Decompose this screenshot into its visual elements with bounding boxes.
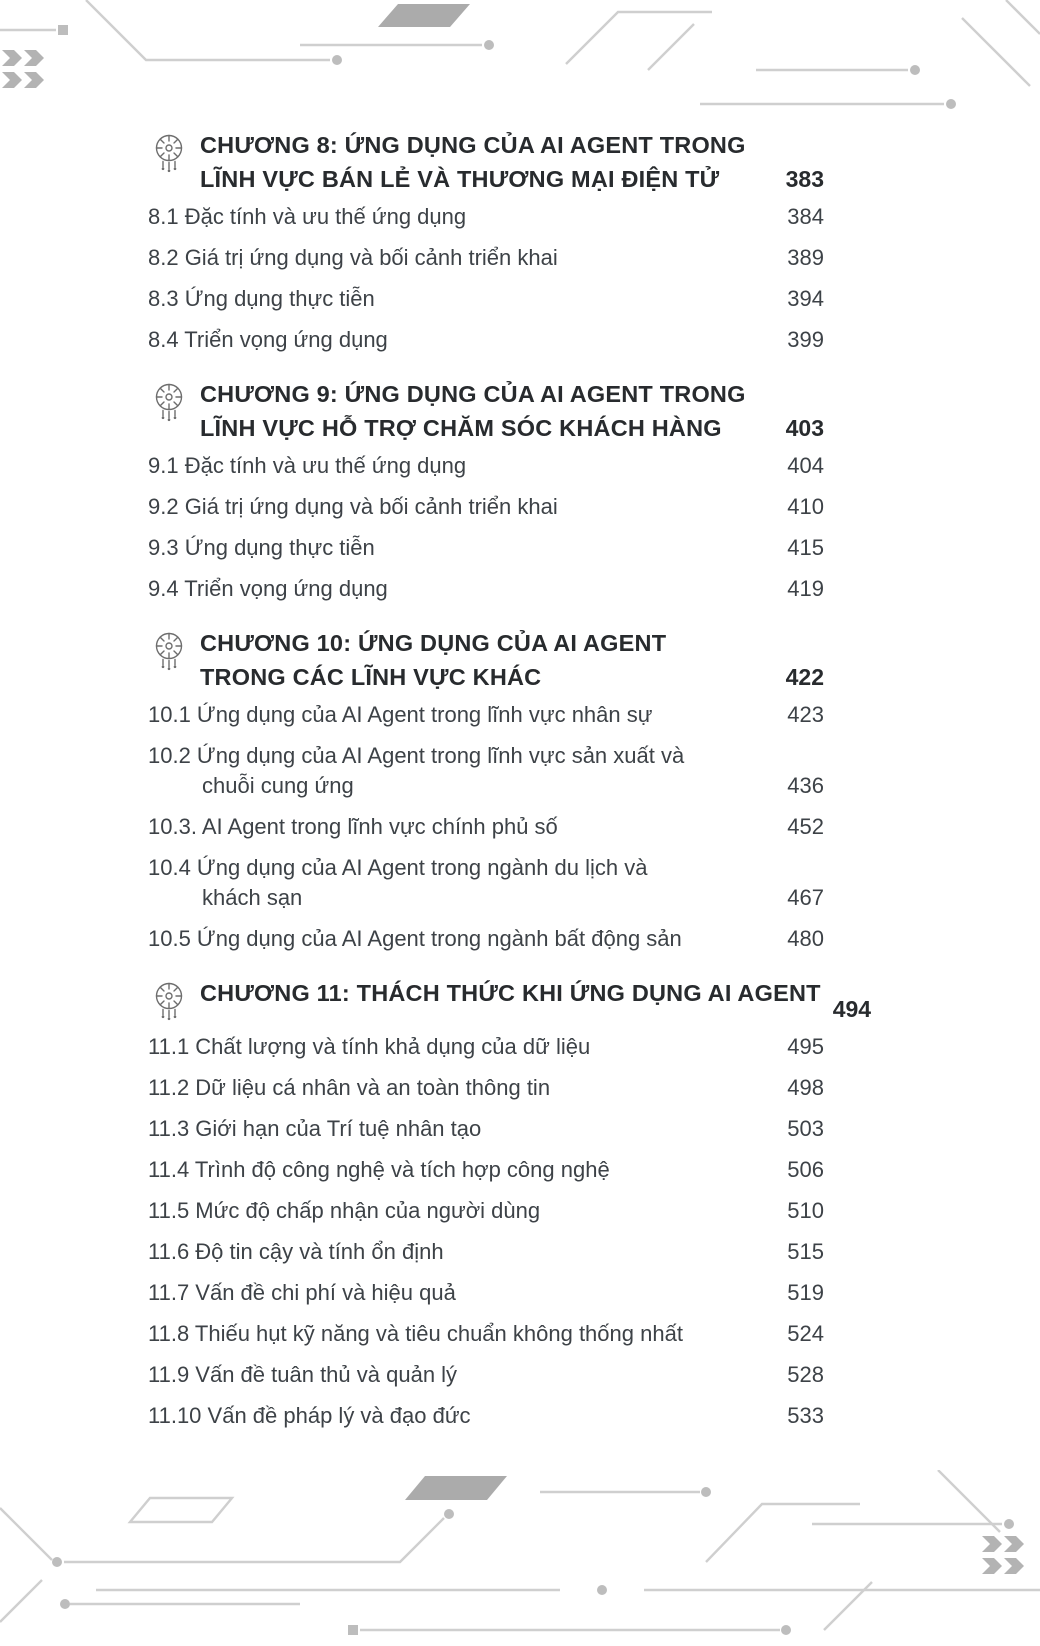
toc-entry	[148, 451, 824, 481]
entry-title	[148, 1319, 775, 1349]
entry-title	[148, 924, 775, 954]
toc-entry	[148, 853, 824, 913]
entry-title-line: 10.3. AI Agent trong lĩnh vực chính phủ số	[148, 814, 558, 839]
entry-title	[148, 1360, 775, 1390]
entry-title	[148, 1196, 775, 1226]
chapter-title-line: LĨNH VỰC HỖ TRỢ CHĂM SÓC KHÁCH HÀNG	[200, 415, 722, 441]
entry-page-number: 423	[787, 702, 824, 727]
entry-title	[148, 1237, 775, 1267]
entry-page-number: 404	[787, 453, 824, 478]
entry-title	[148, 741, 775, 801]
entry-title	[148, 574, 775, 604]
entry-title-line: 11.5 Mức độ chấp nhận của người dùng	[148, 1198, 541, 1223]
chapter-title-line: CHƯƠNG 9: ỨNG DỤNG CỦA AI AGENT TRONG	[200, 381, 746, 407]
entry-page-number: 498	[787, 1075, 824, 1100]
toc-entry	[148, 574, 824, 604]
toc-entry	[148, 1278, 824, 1308]
entry-title	[148, 533, 775, 563]
entry-title	[148, 243, 775, 273]
table-of-contents	[148, 128, 872, 1442]
toc-entry	[148, 741, 824, 801]
entry-title-line: 9.2 Giá trị ứng dụng và bối cảnh triển khai	[148, 494, 558, 519]
chapter-title	[200, 377, 774, 445]
entry-title	[148, 1155, 775, 1185]
circuit-decoration-top	[0, 0, 1040, 118]
entry-title-line: 11.10 Vấn đề pháp lý và đạo đức	[148, 1403, 471, 1428]
entry-title-line: 11.9 Vấn đề tuân thủ và quản lý	[148, 1362, 458, 1387]
brain-circuit-icon	[148, 627, 200, 694]
brain-circuit-icon	[148, 129, 200, 196]
entry-title-line: 11.2 Dữ liệu cá nhân và an toàn thông tin	[148, 1075, 551, 1100]
entry-title-line: 8.4 Triển vọng ứng dụng	[148, 327, 388, 352]
entry-title-line: 11.7 Vấn đề chi phí và hiệu quả	[148, 1280, 456, 1305]
entry-page-number: 515	[787, 1239, 824, 1264]
chapter-page-number: 403	[785, 415, 824, 441]
entry-title-line: 11.3 Giới hạn của Trí tuệ nhân tạo	[148, 1116, 482, 1141]
entry-title-line: 10.5 Ứng dụng của AI Agent trong ngành bất động sản	[148, 926, 682, 951]
chapter-title-line: TRONG CÁC LĨNH VỰC KHÁC	[200, 664, 542, 690]
entry-title-line: 10.2 Ứng dụng của AI Agent trong lĩnh vực sản xuất và	[148, 743, 685, 768]
chapter-title-line: CHƯƠNG 10: ỨNG DỤNG CỦA AI AGENT	[200, 630, 667, 656]
toc-entry	[148, 1155, 824, 1185]
entry-page-number: 419	[787, 576, 824, 601]
entry-title-line: 10.1 Ứng dụng của AI Agent trong lĩnh vực nhân sự	[148, 702, 653, 727]
entry-page-number: 528	[787, 1362, 824, 1387]
entry-title	[148, 1114, 775, 1144]
chapter-title	[200, 626, 774, 694]
toc-entry	[148, 924, 824, 954]
entry-title	[148, 284, 775, 314]
toc-entry	[148, 1073, 824, 1103]
toc-entry	[148, 1196, 824, 1226]
toc-chapter	[148, 626, 824, 954]
entry-title-line: 11.1 Chất lượng và tính khả dụng của dữ liệu	[148, 1034, 591, 1059]
entry-title	[148, 451, 775, 481]
entry-title	[148, 853, 775, 913]
entry-title	[148, 812, 775, 842]
entry-page-number: 399	[787, 327, 824, 352]
chapter-heading	[148, 976, 872, 1026]
entry-page-number: 524	[787, 1321, 824, 1346]
entry-title-line: chuỗi cung ứng	[202, 773, 354, 798]
toc-entry	[148, 1237, 824, 1267]
entry-page-number: 495	[787, 1034, 824, 1059]
toc-chapter	[148, 976, 872, 1431]
entry-title-line: 8.2 Giá trị ứng dụng và bối cảnh triển khai	[148, 245, 558, 270]
toc-entry	[148, 1114, 824, 1144]
entry-page-number: 452	[787, 814, 824, 839]
toc-entry	[148, 1032, 824, 1062]
entry-page-number: 394	[787, 286, 824, 311]
chapter-title	[200, 976, 821, 1026]
toc-entry	[148, 1360, 824, 1390]
entry-title	[148, 492, 775, 522]
toc-entry	[148, 812, 824, 842]
toc-entry	[148, 1319, 824, 1349]
toc-entry	[148, 492, 824, 522]
chapter-page-number: 494	[832, 996, 872, 1022]
entry-page-number: 510	[787, 1198, 824, 1223]
entry-title-line: 9.1 Đặc tính và ưu thế ứng dụng	[148, 453, 467, 478]
chapter-heading	[148, 377, 824, 445]
entry-title	[148, 700, 775, 730]
entry-page-number: 480	[787, 926, 824, 951]
chapter-title-line: CHƯƠNG 11: THÁCH THỨC KHI ỨNG DỤNG AI AGENT	[200, 980, 821, 1006]
chapter-title	[200, 128, 774, 196]
entry-page-number: 384	[787, 204, 824, 229]
entry-page-number: 467	[787, 885, 824, 910]
chapter-page-number: 422	[785, 664, 824, 690]
toc-chapter	[148, 377, 824, 604]
chapter-heading	[148, 128, 824, 196]
entry-title-line: 8.3 Ứng dụng thực tiễn	[148, 286, 375, 311]
toc-chapter	[148, 128, 824, 355]
toc-entry	[148, 202, 824, 232]
chapter-page-number: 383	[785, 166, 824, 192]
entry-title-line: 11.6 Độ tin cậy và tính ổn định	[148, 1239, 444, 1264]
entry-title-line: 11.8 Thiếu hụt kỹ năng và tiêu chuẩn không thống nhất	[148, 1321, 683, 1346]
entry-page-number: 503	[787, 1116, 824, 1141]
entry-title	[148, 1032, 775, 1062]
entry-page-number: 533	[787, 1403, 824, 1428]
entry-title-line: 9.4 Triển vọng ứng dụng	[148, 576, 388, 601]
entry-title-line: khách sạn	[202, 885, 303, 910]
toc-entry	[148, 284, 824, 314]
entry-page-number: 519	[787, 1280, 824, 1305]
entry-title	[148, 1073, 775, 1103]
brain-circuit-icon	[148, 977, 200, 1026]
entry-title	[148, 1401, 775, 1431]
chapter-title-line: LĨNH VỰC BÁN LẺ VÀ THƯƠNG MẠI ĐIỆN TỬ	[200, 166, 720, 192]
toc-entry	[148, 1401, 824, 1431]
entry-title-line: 10.4 Ứng dụng của AI Agent trong ngành du lịch và	[148, 855, 648, 880]
toc-entry	[148, 243, 824, 273]
toc-entry	[148, 533, 824, 563]
entry-title	[148, 1278, 775, 1308]
entry-page-number: 389	[787, 245, 824, 270]
brain-circuit-icon	[148, 378, 200, 445]
entry-page-number: 436	[787, 773, 824, 798]
toc-entry	[148, 325, 824, 355]
toc-entry	[148, 700, 824, 730]
entry-title-line: 11.4 Trình độ công nghệ và tích hợp công nghệ	[148, 1157, 610, 1182]
entry-title	[148, 202, 775, 232]
entry-title	[148, 325, 775, 355]
entry-title-line: 9.3 Ứng dụng thực tiễn	[148, 535, 375, 560]
chapter-heading	[148, 626, 824, 694]
entry-page-number: 506	[787, 1157, 824, 1182]
chapter-title-line: CHƯƠNG 8: ỨNG DỤNG CỦA AI AGENT TRONG	[200, 132, 746, 158]
entry-title-line: 8.1 Đặc tính và ưu thế ứng dụng	[148, 204, 467, 229]
entry-page-number: 415	[787, 535, 824, 560]
entry-page-number: 410	[787, 494, 824, 519]
circuit-decoration-bottom	[0, 1470, 1040, 1646]
